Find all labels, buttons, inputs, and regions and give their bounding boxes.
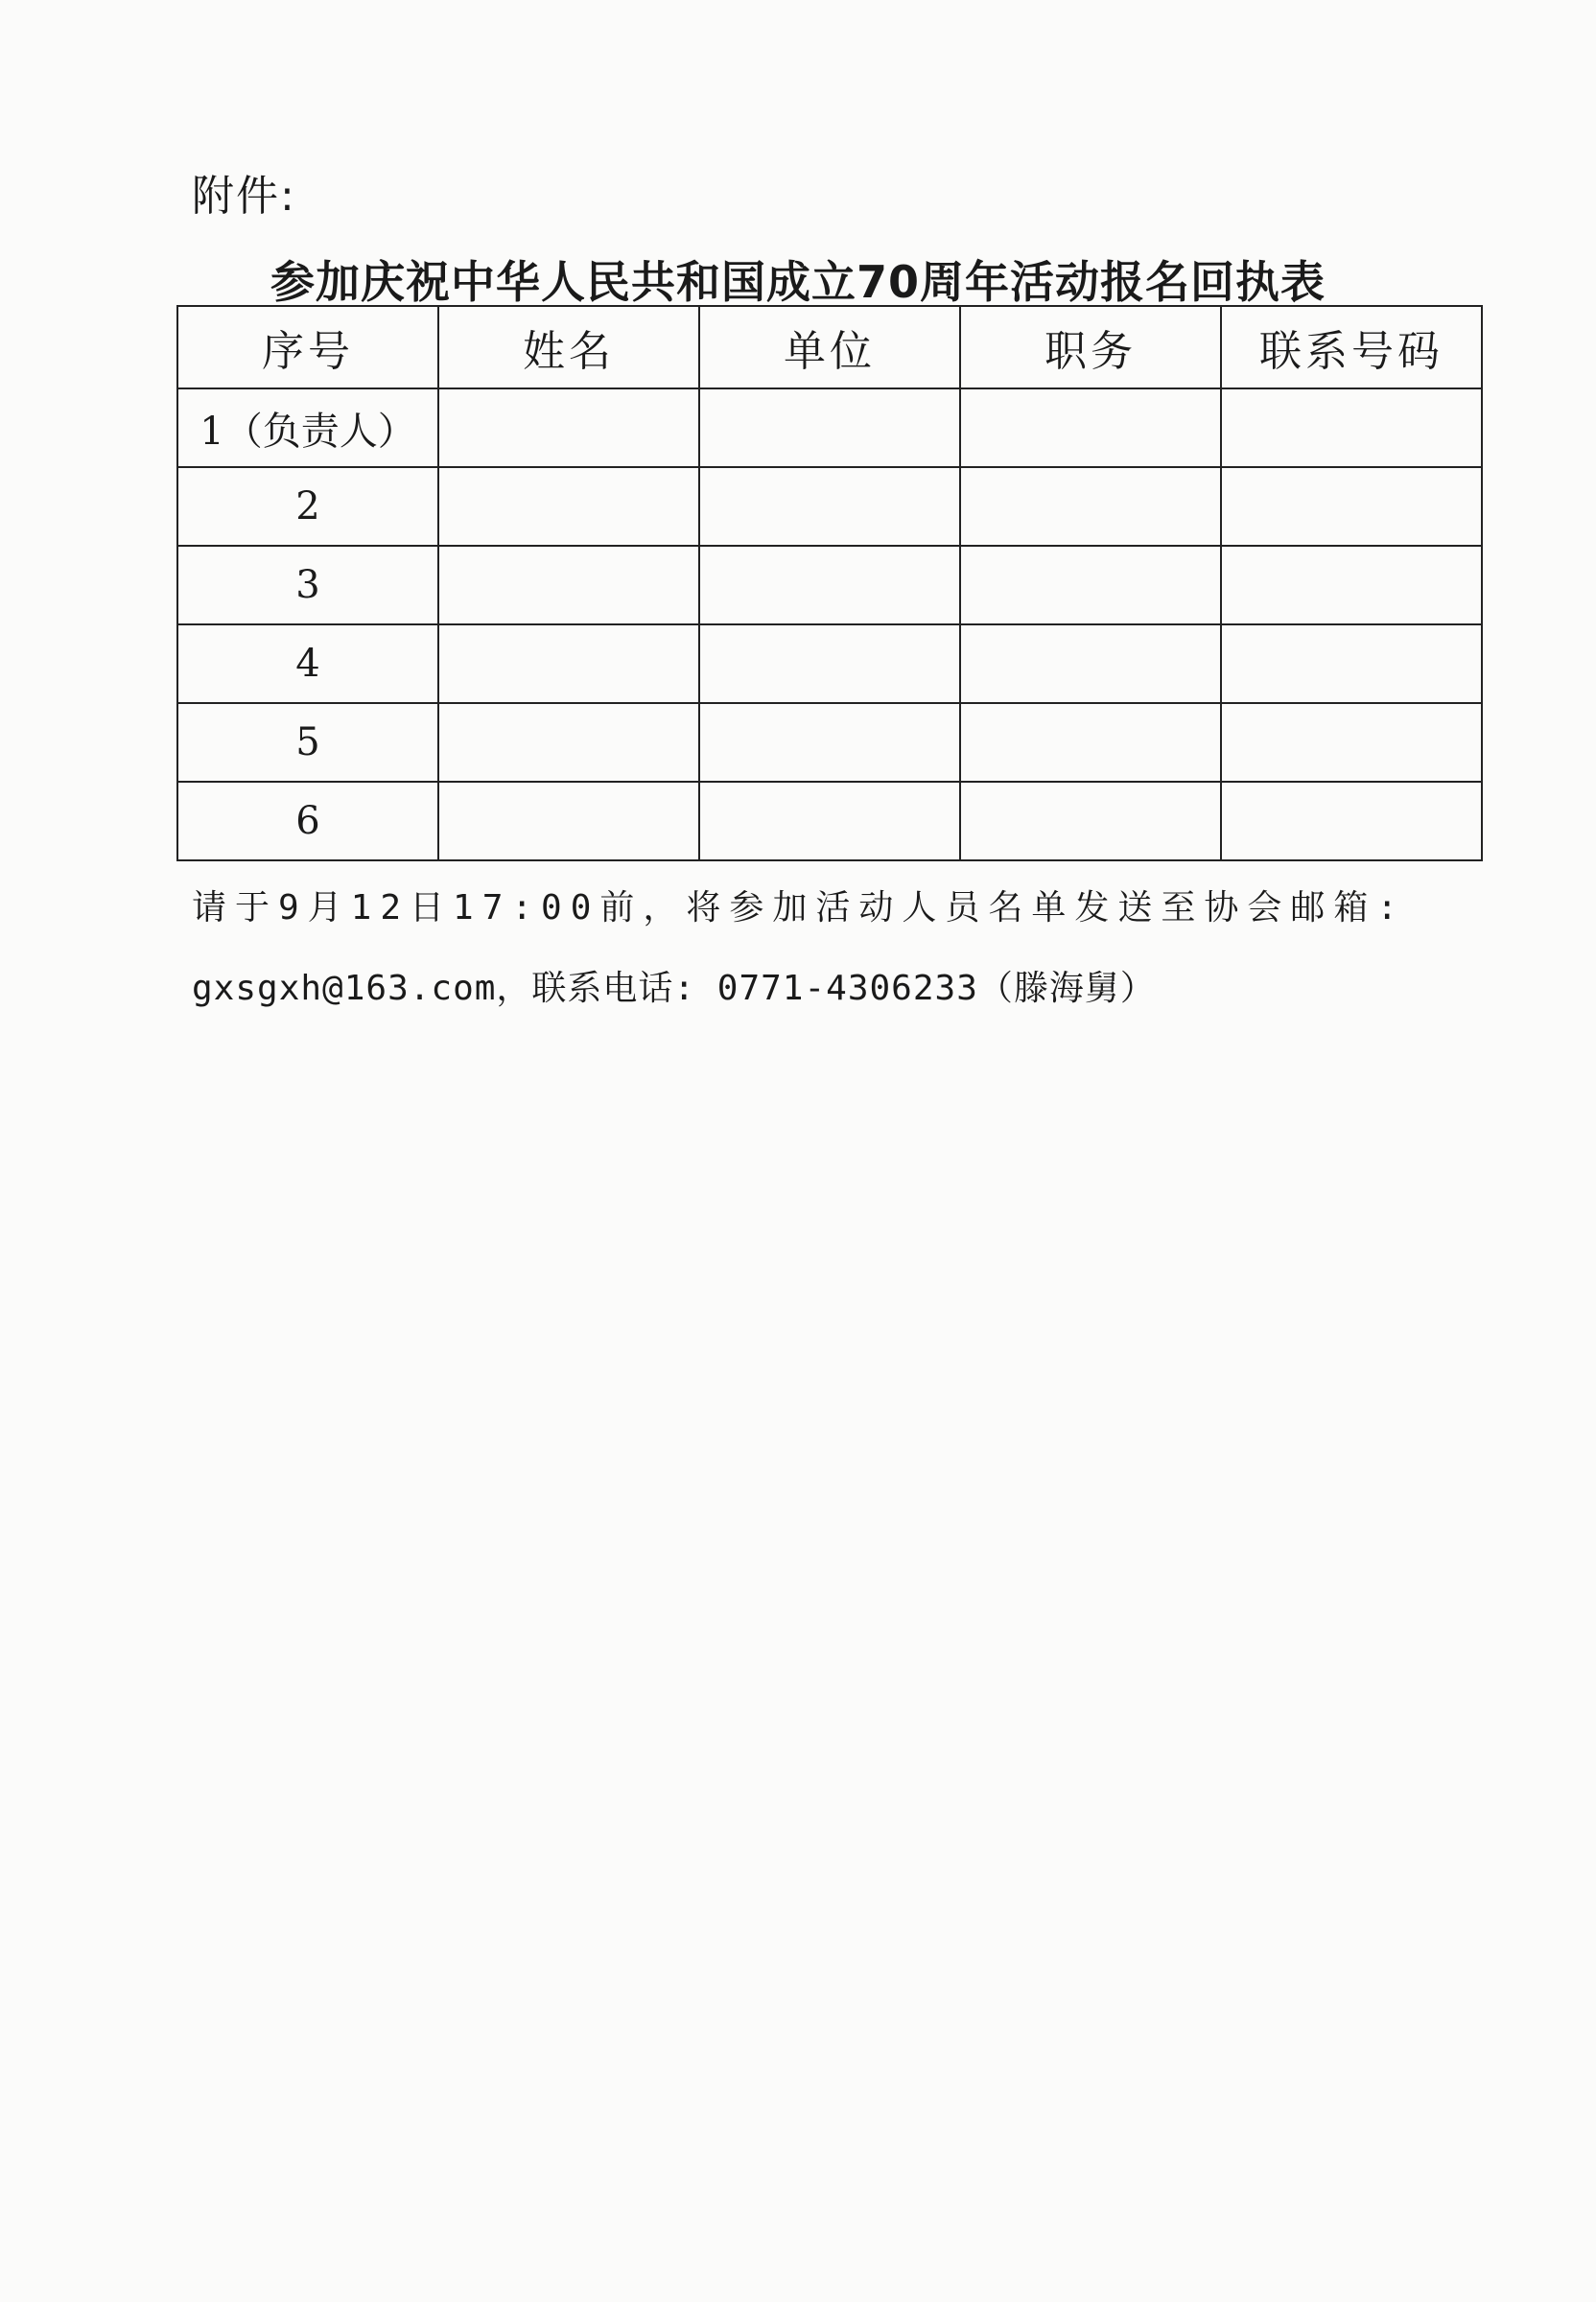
unit-cell[interactable] (699, 782, 960, 860)
unit-cell[interactable] (699, 546, 960, 624)
header-position: 职务 (960, 306, 1221, 388)
seq-cell: 6 (177, 782, 438, 860)
phone-cell[interactable] (1221, 388, 1482, 467)
seq-cell: 1（负责人） (177, 388, 438, 467)
unit-cell[interactable] (699, 388, 960, 467)
form-title: 参加庆祝中华人民共和国成立70周年活动报名回执表 (270, 256, 1326, 308)
header-seq: 序号 (177, 306, 438, 388)
attachment-label: 附件: (192, 172, 296, 221)
table-row (177, 546, 1482, 624)
name-cell[interactable] (438, 467, 699, 546)
phone-cell[interactable] (1221, 546, 1482, 624)
signup-table (176, 305, 1483, 861)
position-cell[interactable] (960, 782, 1221, 860)
name-cell[interactable] (438, 624, 699, 703)
name-cell[interactable] (438, 388, 699, 467)
name-cell[interactable] (438, 782, 699, 860)
position-cell[interactable] (960, 624, 1221, 703)
unit-cell[interactable] (699, 467, 960, 546)
seq-cell: 4 (177, 624, 438, 703)
seq-cell: 3 (177, 546, 438, 624)
table-row (177, 782, 1482, 860)
phone-cell[interactable] (1221, 703, 1482, 782)
position-cell[interactable] (960, 388, 1221, 467)
phone-cell[interactable] (1221, 782, 1482, 860)
seq-cell: 2 (177, 467, 438, 546)
phone-cell[interactable] (1221, 624, 1482, 703)
notice-line-deadline: 请于9月12日17:00前，将参加活动人员名单发送至协会邮箱: (192, 888, 1407, 928)
position-cell[interactable] (960, 546, 1221, 624)
unit-cell[interactable] (699, 624, 960, 703)
table-row (177, 388, 1482, 467)
table-header-row (177, 306, 1482, 388)
header-phone: 联系号码 (1221, 306, 1482, 388)
name-cell[interactable] (438, 546, 699, 624)
name-cell[interactable] (438, 703, 699, 782)
header-name: 姓名 (438, 306, 699, 388)
table-row (177, 624, 1482, 703)
unit-cell[interactable] (699, 703, 960, 782)
seq-cell: 5 (177, 703, 438, 782)
table-row (177, 703, 1482, 782)
table-row (177, 467, 1482, 546)
phone-cell[interactable] (1221, 467, 1482, 546)
notice-line-contact: gxsgxh@163.com，联系电话: 0771-4306233（滕海舅） (192, 969, 1156, 1008)
position-cell[interactable] (960, 703, 1221, 782)
position-cell[interactable] (960, 467, 1221, 546)
header-unit: 单位 (699, 306, 960, 388)
